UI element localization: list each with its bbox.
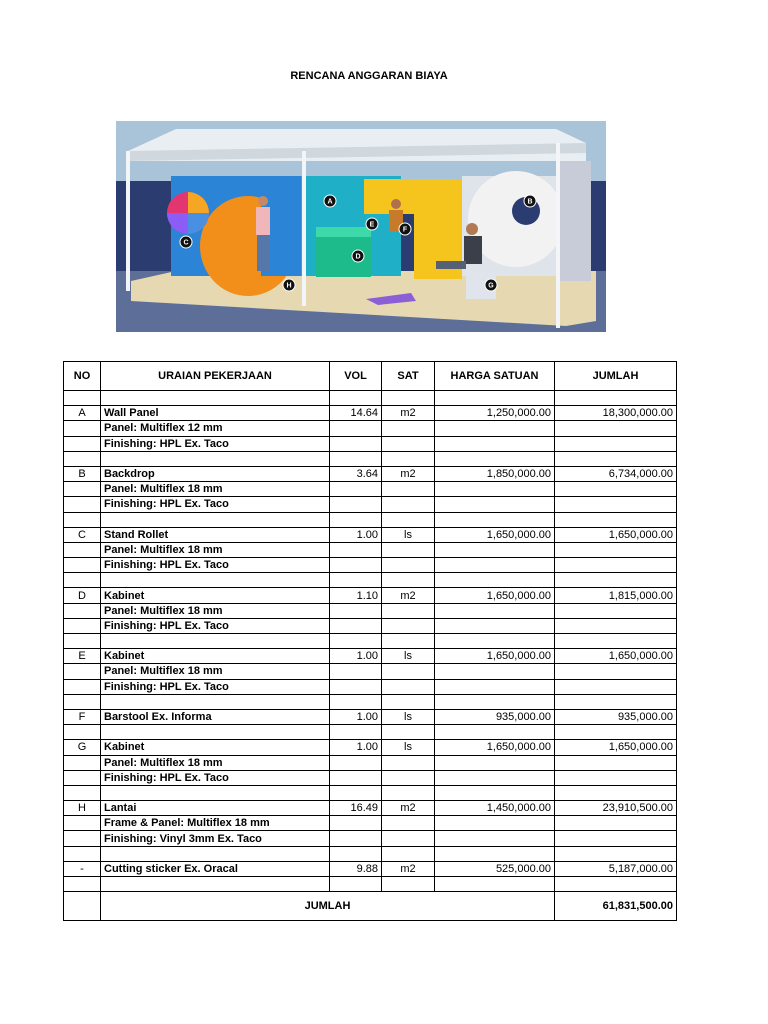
cell-harga-satuan: [435, 618, 555, 633]
cell-vol: [330, 664, 382, 679]
header-harga-satuan: HARGA SATUAN: [435, 362, 555, 391]
cell-harga-satuan: [435, 770, 555, 785]
cell-sat: [382, 482, 435, 497]
cell-vol: [330, 421, 382, 436]
blank-row: [64, 634, 677, 649]
cell-jumlah: 6,734,000.00: [555, 466, 677, 481]
spec-row: [64, 679, 677, 694]
cell-vol: [330, 846, 382, 861]
cell-no: [64, 391, 101, 406]
total-label: JUMLAH: [101, 892, 555, 921]
cell-vol: [330, 816, 382, 831]
cell-no: [64, 785, 101, 800]
cell-uraian: Stand Rollet: [101, 527, 330, 542]
cell-no: [64, 679, 101, 694]
cell-harga-satuan: [435, 451, 555, 466]
cell-uraian: Backdrop: [101, 466, 330, 481]
cell-sat: [382, 421, 435, 436]
cell-no: [64, 831, 101, 846]
cell-sat: [382, 725, 435, 740]
cell-vol: [330, 618, 382, 633]
cell-harga-satuan: [435, 573, 555, 588]
cell-jumlah: 1,650,000.00: [555, 740, 677, 755]
cell-no: [64, 725, 101, 740]
cell-sat: ls: [382, 649, 435, 664]
cell-no: [64, 816, 101, 831]
cell-harga-satuan: [435, 816, 555, 831]
item-row: [64, 588, 677, 603]
table-body: [64, 391, 677, 892]
cell-jumlah: [555, 603, 677, 618]
cell-sat: [382, 785, 435, 800]
cell-vol: 1.10: [330, 588, 382, 603]
cell-no: [64, 451, 101, 466]
cell-no: D: [64, 588, 101, 603]
label-e: E: [369, 221, 375, 229]
cell-jumlah: [555, 482, 677, 497]
cell-jumlah: 935,000.00: [555, 709, 677, 724]
cell-uraian: Finishing: HPL Ex. Taco: [101, 497, 330, 512]
cell-uraian: Finishing: Vinyl 3mm Ex. Taco: [101, 831, 330, 846]
cell-no: [64, 482, 101, 497]
cell-vol: [330, 542, 382, 557]
blank-row: [64, 512, 677, 527]
cell-vol: 14.64: [330, 406, 382, 421]
cell-harga-satuan: 1,850,000.00: [435, 466, 555, 481]
spec-row: [64, 831, 677, 846]
cell-sat: [382, 694, 435, 709]
cell-uraian: Wall Panel: [101, 406, 330, 421]
cell-sat: [382, 634, 435, 649]
cell-sat: [382, 391, 435, 406]
cell-sat: [382, 451, 435, 466]
spec-row: [64, 816, 677, 831]
label-c: C: [183, 239, 189, 247]
cell-harga-satuan: [435, 831, 555, 846]
cell-jumlah: 1,650,000.00: [555, 649, 677, 664]
cell-vol: [330, 512, 382, 527]
cell-harga-satuan: [435, 497, 555, 512]
cell-harga-satuan: [435, 877, 555, 892]
cell-vol: [330, 785, 382, 800]
cell-sat: [382, 755, 435, 770]
spec-row: [64, 542, 677, 557]
cell-uraian: Kabinet: [101, 588, 330, 603]
cell-vol: [330, 391, 382, 406]
cell-sat: [382, 816, 435, 831]
cell-jumlah: 5,187,000.00: [555, 861, 677, 876]
cell-harga-satuan: 935,000.00: [435, 709, 555, 724]
cell-sat: [382, 512, 435, 527]
label-b: B: [527, 198, 533, 206]
cell-harga-satuan: [435, 436, 555, 451]
cell-no: -: [64, 861, 101, 876]
cell-vol: [330, 679, 382, 694]
cell-no: A: [64, 406, 101, 421]
cell-uraian: Panel: Multiflex 18 mm: [101, 755, 330, 770]
spec-row: [64, 603, 677, 618]
cell-harga-satuan: [435, 664, 555, 679]
cell-sat: m2: [382, 801, 435, 816]
cell-no: [64, 512, 101, 527]
cell-vol: [330, 725, 382, 740]
cell-harga-satuan: [435, 512, 555, 527]
cell-vol: [330, 755, 382, 770]
cell-no: [64, 770, 101, 785]
cell-jumlah: [555, 831, 677, 846]
cell-vol: 1.00: [330, 709, 382, 724]
cell-sat: m2: [382, 466, 435, 481]
cell-uraian: [101, 846, 330, 861]
cell-harga-satuan: [435, 694, 555, 709]
cell-sat: [382, 664, 435, 679]
item-row: [64, 649, 677, 664]
cell-no: H: [64, 801, 101, 816]
cell-vol: 3.64: [330, 466, 382, 481]
cell-vol: [330, 831, 382, 846]
spec-row: [64, 770, 677, 785]
item-row: [64, 801, 677, 816]
item-row: [64, 740, 677, 755]
item-row: [64, 861, 677, 876]
cell-jumlah: 18,300,000.00: [555, 406, 677, 421]
cell-vol: [330, 603, 382, 618]
blank-row: [64, 573, 677, 588]
cell-jumlah: 1,650,000.00: [555, 527, 677, 542]
cell-sat: [382, 603, 435, 618]
cell-sat: [382, 573, 435, 588]
blank-row: [64, 785, 677, 800]
cell-jumlah: [555, 725, 677, 740]
cell-no: [64, 634, 101, 649]
cell-uraian: [101, 573, 330, 588]
cell-jumlah: [555, 451, 677, 466]
cell-sat: ls: [382, 740, 435, 755]
cell-vol: [330, 558, 382, 573]
cell-vol: [330, 497, 382, 512]
cell-jumlah: [555, 634, 677, 649]
cell-uraian: Panel: Multiflex 18 mm: [101, 664, 330, 679]
cell-uraian: Kabinet: [101, 649, 330, 664]
cell-harga-satuan: 1,250,000.00: [435, 406, 555, 421]
cell-uraian: Frame & Panel: Multiflex 18 mm: [101, 816, 330, 831]
cell-sat: [382, 679, 435, 694]
cell-no: [64, 664, 101, 679]
cell-harga-satuan: 1,650,000.00: [435, 649, 555, 664]
cell-vol: [330, 482, 382, 497]
cell-uraian: Panel: Multiflex 18 mm: [101, 603, 330, 618]
cell-vol: [330, 694, 382, 709]
spec-row: [64, 497, 677, 512]
cell-sat: [382, 831, 435, 846]
cell-harga-satuan: [435, 785, 555, 800]
cell-jumlah: [555, 573, 677, 588]
booth-render-image: [116, 121, 606, 332]
cell-uraian: Panel: Multiflex 12 mm: [101, 421, 330, 436]
cell-no: [64, 618, 101, 633]
cell-uraian: [101, 634, 330, 649]
cell-harga-satuan: [435, 846, 555, 861]
cell-harga-satuan: [435, 421, 555, 436]
cell-no: F: [64, 709, 101, 724]
cell-jumlah: [555, 558, 677, 573]
cell-harga-satuan: [435, 391, 555, 406]
document-title: RENCANA ANGGARAN BIAYA: [290, 70, 448, 82]
budget-table: [63, 361, 677, 921]
cell-uraian: Lantai: [101, 801, 330, 816]
cell-sat: [382, 877, 435, 892]
cell-no: C: [64, 527, 101, 542]
cell-no: [64, 573, 101, 588]
item-row: [64, 709, 677, 724]
cell-no: [64, 436, 101, 451]
total-row: [64, 892, 677, 921]
cell-jumlah: [555, 877, 677, 892]
blank-row: [64, 877, 677, 892]
total-empty-cell: [64, 892, 101, 921]
cell-uraian: Barstool Ex. Informa: [101, 709, 330, 724]
cell-sat: [382, 436, 435, 451]
cell-jumlah: 23,910,500.00: [555, 801, 677, 816]
cell-vol: 1.00: [330, 649, 382, 664]
blank-row: [64, 451, 677, 466]
cell-vol: [330, 770, 382, 785]
cell-sat: m2: [382, 588, 435, 603]
label-a: A: [327, 198, 333, 206]
cell-harga-satuan: [435, 725, 555, 740]
cell-uraian: [101, 877, 330, 892]
cell-harga-satuan: [435, 603, 555, 618]
cell-jumlah: [555, 694, 677, 709]
cell-no: B: [64, 466, 101, 481]
cell-uraian: Panel: Multiflex 18 mm: [101, 482, 330, 497]
cell-uraian: [101, 694, 330, 709]
cell-jumlah: [555, 770, 677, 785]
cell-uraian: [101, 785, 330, 800]
spec-row: [64, 755, 677, 770]
header-uraian: URAIAN PEKERJAAN: [101, 362, 330, 391]
cell-no: [64, 603, 101, 618]
cell-uraian: [101, 725, 330, 740]
spec-row: [64, 664, 677, 679]
cell-harga-satuan: [435, 634, 555, 649]
cell-vol: [330, 877, 382, 892]
item-row: [64, 466, 677, 481]
cell-no: [64, 846, 101, 861]
cell-jumlah: [555, 679, 677, 694]
cell-no: [64, 694, 101, 709]
label-g: G: [488, 282, 494, 290]
spec-row: [64, 421, 677, 436]
cell-jumlah: [555, 421, 677, 436]
header-vol: VOL: [330, 362, 382, 391]
blank-row: [64, 694, 677, 709]
label-d: D: [355, 253, 361, 261]
cell-harga-satuan: [435, 482, 555, 497]
cell-no: [64, 542, 101, 557]
blank-row: [64, 391, 677, 406]
cell-vol: 9.88: [330, 861, 382, 876]
cell-uraian: [101, 391, 330, 406]
cell-sat: m2: [382, 861, 435, 876]
cell-harga-satuan: [435, 679, 555, 694]
cell-uraian: Finishing: HPL Ex. Taco: [101, 618, 330, 633]
cell-sat: m2: [382, 406, 435, 421]
cell-harga-satuan: 1,650,000.00: [435, 527, 555, 542]
cell-sat: ls: [382, 527, 435, 542]
label-f: F: [402, 226, 408, 234]
cell-uraian: Finishing: HPL Ex. Taco: [101, 679, 330, 694]
cell-sat: ls: [382, 709, 435, 724]
cell-vol: [330, 436, 382, 451]
cell-jumlah: [555, 664, 677, 679]
cell-harga-satuan: 1,650,000.00: [435, 588, 555, 603]
total-value: 61,831,500.00: [555, 892, 677, 921]
cell-jumlah: [555, 542, 677, 557]
cell-no: [64, 877, 101, 892]
cell-sat: [382, 542, 435, 557]
cell-uraian: Panel: Multiflex 18 mm: [101, 542, 330, 557]
cell-no: E: [64, 649, 101, 664]
cell-jumlah: [555, 785, 677, 800]
blank-row: [64, 725, 677, 740]
cell-sat: [382, 846, 435, 861]
spec-row: [64, 618, 677, 633]
cell-no: [64, 421, 101, 436]
cell-uraian: Finishing: HPL Ex. Taco: [101, 770, 330, 785]
cell-uraian: [101, 451, 330, 466]
cell-jumlah: 1,815,000.00: [555, 588, 677, 603]
cell-jumlah: [555, 618, 677, 633]
cell-sat: [382, 497, 435, 512]
cell-uraian: [101, 512, 330, 527]
cell-jumlah: [555, 816, 677, 831]
cell-vol: 16.49: [330, 801, 382, 816]
cell-no: [64, 558, 101, 573]
cell-jumlah: [555, 512, 677, 527]
cell-vol: 1.00: [330, 740, 382, 755]
cell-harga-satuan: [435, 558, 555, 573]
cell-harga-satuan: 1,450,000.00: [435, 801, 555, 816]
cell-sat: [382, 770, 435, 785]
cell-uraian: Kabinet: [101, 740, 330, 755]
cell-harga-satuan: 1,650,000.00: [435, 740, 555, 755]
cell-uraian: Finishing: HPL Ex. Taco: [101, 558, 330, 573]
cell-vol: 1.00: [330, 527, 382, 542]
cell-jumlah: [555, 846, 677, 861]
cell-uraian: Cutting sticker Ex. Oracal: [101, 861, 330, 876]
cell-harga-satuan: [435, 542, 555, 557]
cell-sat: [382, 558, 435, 573]
spec-row: [64, 482, 677, 497]
spec-row: [64, 436, 677, 451]
table-header-row: [64, 362, 677, 391]
cell-vol: [330, 573, 382, 588]
cell-uraian: Finishing: HPL Ex. Taco: [101, 436, 330, 451]
header-sat: SAT: [382, 362, 435, 391]
cell-jumlah: [555, 436, 677, 451]
cell-harga-satuan: [435, 755, 555, 770]
label-h: H: [286, 282, 292, 290]
item-row: [64, 527, 677, 542]
cell-jumlah: [555, 391, 677, 406]
cell-harga-satuan: 525,000.00: [435, 861, 555, 876]
cell-jumlah: [555, 755, 677, 770]
cell-jumlah: [555, 497, 677, 512]
cell-no: [64, 755, 101, 770]
spec-row: [64, 558, 677, 573]
header-no: NO: [64, 362, 101, 391]
cell-sat: [382, 618, 435, 633]
cell-vol: [330, 634, 382, 649]
cell-vol: [330, 451, 382, 466]
header-jumlah: JUMLAH: [555, 362, 677, 391]
cell-no: [64, 497, 101, 512]
item-row: [64, 406, 677, 421]
cell-no: G: [64, 740, 101, 755]
blank-row: [64, 846, 677, 861]
